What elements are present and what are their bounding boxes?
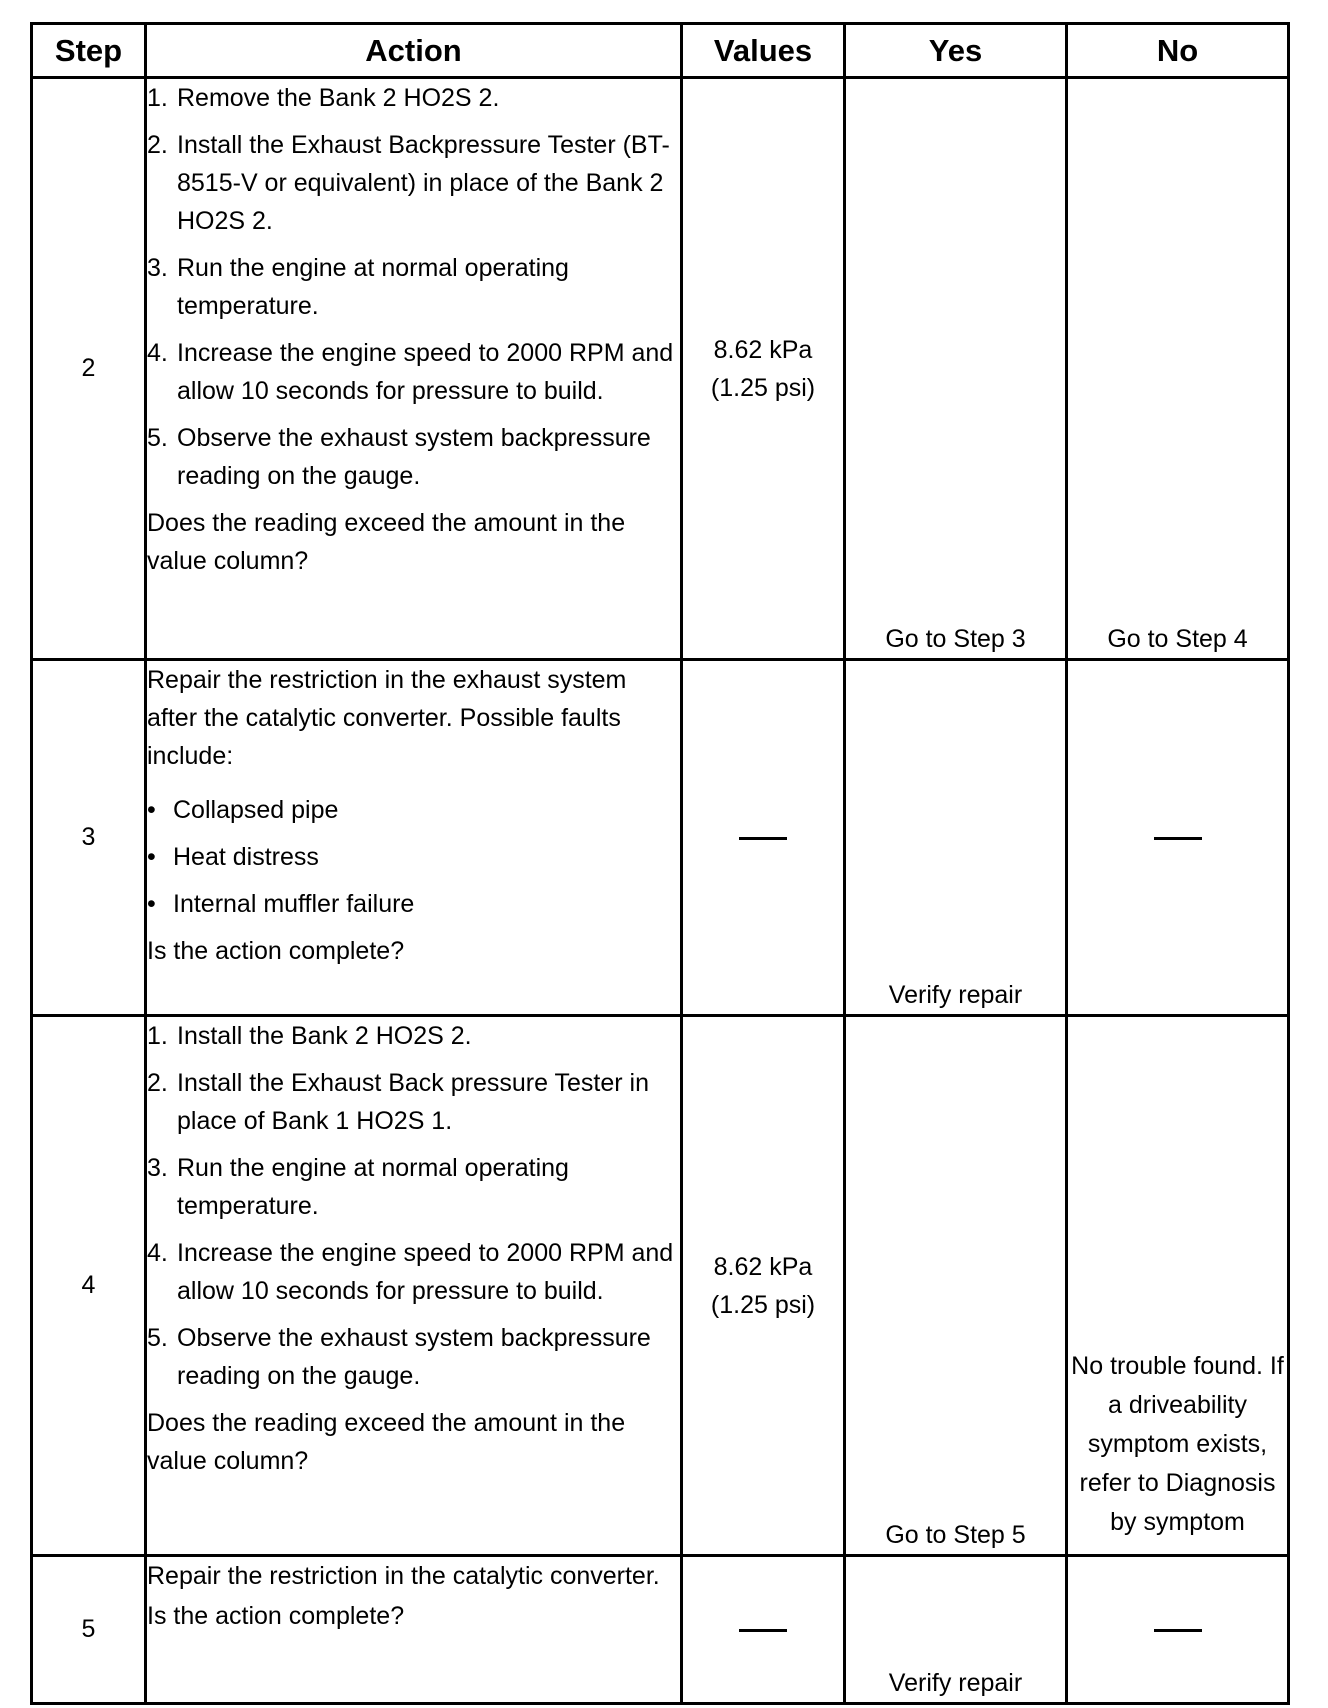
no-dash — [1154, 824, 1202, 852]
item-text: Install the Bank 2 HO2S 2. — [177, 1022, 472, 1050]
value-dash — [739, 824, 787, 852]
item-text: Install the Exhaust Backpressure Tester (BT-8515-V or equivalent) in place of the Bank 2 HO2S 2. — [177, 131, 670, 235]
no-cell: Go to Step 4 — [1067, 78, 1289, 660]
action-item — [147, 1149, 680, 1225]
fault-item: • Heat distress — [147, 838, 680, 876]
table-row — [32, 1556, 1289, 1704]
item-text: Increase the engine speed to 2000 RPM and allow 10 seconds for pressure to build. — [177, 1239, 674, 1305]
action-item — [147, 79, 680, 117]
no-cell — [1067, 660, 1289, 1016]
action-item — [147, 1234, 680, 1310]
value-kpa: 8.62 kPa — [713, 335, 813, 364]
action-cell — [146, 78, 682, 660]
action-question: Does the reading exceed the amount in the value column? — [147, 1409, 626, 1475]
value-cell — [682, 1556, 845, 1704]
action-intro: Repair the restriction in the exhaust system after the catalytic converter. Possible faults include: — [147, 666, 627, 770]
no-trouble-text: No trouble found. If a driveability symptom exists, refer to Diagnosis by symptom — [1071, 1352, 1284, 1536]
fault-text: Internal muffler failure — [173, 890, 415, 918]
fault-item: • Collapsed pipe — [147, 791, 680, 829]
action-question: Is the action complete? — [147, 1602, 405, 1630]
header-step: Step — [32, 24, 146, 78]
dash-line — [739, 1629, 787, 1632]
step-number: 4 — [32, 1016, 146, 1556]
value-psi: (1.25 psi) — [710, 373, 816, 402]
item-text: Remove the Bank 2 HO2S 2. — [177, 84, 500, 112]
item-number: 5. — [147, 424, 168, 452]
value-kpa: 8.62 kPa — [713, 1252, 813, 1281]
action-item — [147, 126, 680, 240]
value-cell — [682, 78, 845, 660]
item-text: Run the engine at normal operating temperature. — [177, 1154, 569, 1220]
header-yes: Yes — [845, 24, 1067, 78]
item-number: 4. — [147, 339, 168, 367]
action-item — [147, 1064, 680, 1140]
step-number: 3 — [32, 660, 146, 1016]
fault-item: • Internal muffler failure — [147, 885, 680, 923]
diagnostic-table — [30, 22, 1290, 1705]
no-cell — [1067, 1016, 1289, 1556]
item-number: 3. — [147, 1154, 168, 1182]
step-number: 2 — [32, 78, 146, 660]
action-item — [147, 419, 680, 495]
table-header-row — [32, 24, 1289, 78]
action-item — [147, 1319, 680, 1395]
value-cell — [682, 1016, 845, 1556]
item-number: 2. — [147, 1069, 168, 1097]
action-item — [147, 249, 680, 325]
action-cell — [146, 660, 682, 1016]
item-text: Increase the engine speed to 2000 RPM and allow 10 seconds for pressure to build. — [177, 339, 674, 405]
action-item — [147, 1017, 680, 1055]
value-psi: (1.25 psi) — [710, 1290, 816, 1319]
table-row — [32, 660, 1289, 1016]
item-text: Install the Exhaust Back pressure Tester in place of Bank 1 HO2S 1. — [177, 1069, 649, 1135]
fault-text: Collapsed pipe — [173, 796, 339, 824]
action-cell — [146, 1016, 682, 1556]
header-action: Action — [146, 24, 682, 78]
table-row — [32, 78, 1289, 660]
item-number: 2. — [147, 131, 168, 159]
value-dash — [739, 1616, 787, 1644]
table-row — [32, 1016, 1289, 1556]
value-cell — [682, 660, 845, 1016]
action-question: Does the reading exceed the amount in the value column? — [147, 509, 626, 575]
action-question: Is the action complete? — [147, 937, 405, 965]
yes-cell: Go to Step 5 — [845, 1016, 1067, 1556]
step-number: 5 — [32, 1556, 146, 1704]
no-dash — [1154, 1616, 1202, 1644]
header-values: Values — [682, 24, 845, 78]
item-number: 5. — [147, 1324, 168, 1352]
item-text: Observe the exhaust system backpressure reading on the gauge. — [177, 424, 651, 490]
action-intro: Repair the restriction in the catalytic converter. — [147, 1562, 660, 1590]
fault-text: Heat distress — [173, 843, 319, 871]
item-text: Observe the exhaust system backpressure reading on the gauge. — [177, 1324, 651, 1390]
dash-line — [739, 837, 787, 840]
no-cell — [1067, 1556, 1289, 1704]
header-no: No — [1067, 24, 1289, 78]
yes-cell: Verify repair — [845, 1556, 1067, 1704]
action-item — [147, 334, 680, 410]
yes-cell: Verify repair — [845, 660, 1067, 1016]
item-number: 4. — [147, 1239, 168, 1267]
yes-cell: Go to Step 3 — [845, 78, 1067, 660]
item-number: 1. — [147, 84, 168, 112]
item-number: 3. — [147, 254, 168, 282]
action-cell — [146, 1556, 682, 1704]
item-text: Run the engine at normal operating temperature. — [177, 254, 569, 320]
dash-line — [1154, 1629, 1202, 1632]
dash-line — [1154, 837, 1202, 840]
item-number: 1. — [147, 1022, 168, 1050]
